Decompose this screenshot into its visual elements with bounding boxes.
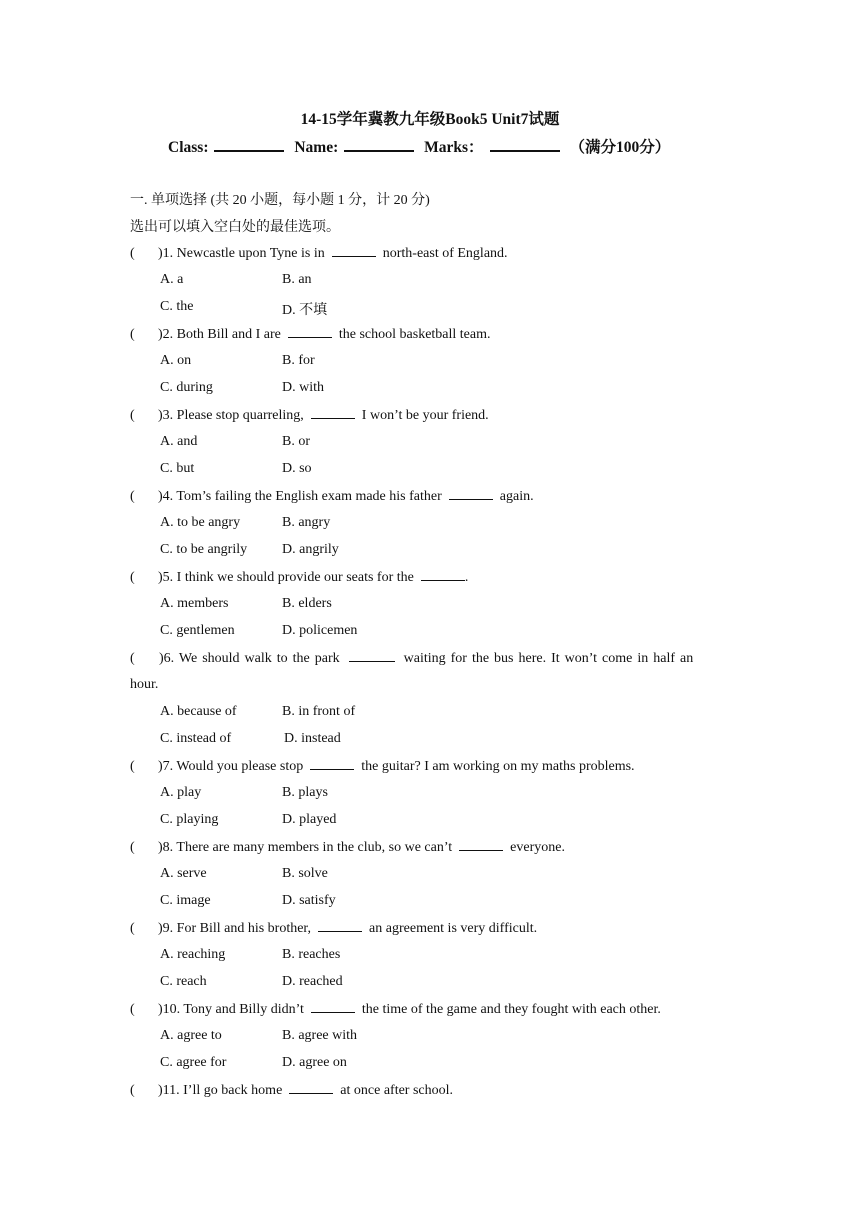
answer-blank: [311, 1001, 355, 1013]
answer-blank: [311, 407, 355, 419]
option-d: D. with: [282, 380, 324, 395]
full-marks: （满分100分）: [569, 139, 671, 156]
question-9: ( )9. For Bill and his brother, an agreement is very difficult.: [130, 921, 538, 936]
option-a: A. and: [160, 434, 198, 449]
option-d: D. 不填: [282, 303, 328, 318]
name-label: Name:: [294, 139, 339, 156]
answer-blank: [349, 650, 395, 662]
option-b: B. agree with: [282, 1028, 358, 1043]
option-c: C. during: [160, 380, 213, 395]
option-d: D. instead: [284, 731, 341, 746]
question-11: ( )11. I’ll go back home at once after school.: [130, 1083, 454, 1098]
student-info-line: [168, 135, 670, 157]
option-a: A. members: [160, 596, 229, 611]
section-instruction: 选出可以填入空白处的最佳选项。: [130, 220, 340, 235]
option-c: C. image: [160, 893, 211, 908]
class-blank: [214, 138, 284, 152]
option-a: A. on: [160, 353, 192, 368]
question-6-continuation: hour.: [130, 677, 159, 692]
marks-label: Marks：: [424, 139, 484, 156]
question-1: ( )1. Newcastle upon Tyne is in north-east of England.: [130, 246, 508, 261]
option-d: D. policemen: [282, 623, 358, 638]
answer-blank: [310, 758, 354, 770]
answer-blank: [459, 839, 503, 851]
question-7: ( )7. Would you please stop the guitar? I am working on my maths problems.: [130, 759, 635, 774]
option-b: B. in front of: [282, 704, 356, 719]
option-a: A. serve: [160, 866, 207, 881]
option-a: A. to be angry: [160, 515, 241, 530]
answer-blank: [288, 326, 332, 338]
answer-blank: [449, 488, 493, 500]
option-c: C. gentlemen: [160, 623, 235, 638]
question-3: ( )3. Please stop quarreling, I won’t be your friend.: [130, 408, 489, 423]
option-c: C. agree for: [160, 1055, 227, 1070]
option-c: C. the: [160, 299, 194, 314]
option-b: B. or: [282, 434, 310, 449]
answer-blank: [421, 569, 465, 581]
option-d: D. reached: [282, 974, 343, 989]
answer-blank: [289, 1082, 333, 1094]
question-8: ( )8. There are many members in the club, so we can’t everyone.: [130, 840, 565, 855]
answer-blank: [318, 920, 362, 932]
option-d: D. satisfy: [282, 893, 336, 908]
answer-blank: [332, 245, 376, 257]
option-c: C. to be angrily: [160, 542, 248, 557]
option-a: A. a: [160, 272, 184, 287]
question-5: ( )5. I think we should provide our seats for the .: [130, 570, 469, 585]
option-b: B. for: [282, 353, 315, 368]
class-label: Class:: [168, 139, 209, 156]
section-heading: 一. 单项选择 (共 20 小题，每小题 1 分，计 20 分): [130, 193, 430, 208]
option-b: B. angry: [282, 515, 331, 530]
option-d: D. angrily: [282, 542, 339, 557]
option-d: D. so: [282, 461, 312, 476]
option-b: B. solve: [282, 866, 328, 881]
option-b: B. an: [282, 272, 312, 287]
option-d: D. played: [282, 812, 337, 827]
option-a: A. agree to: [160, 1028, 222, 1043]
question-6: ( )6. We should walk to the park waiting for the bus here. It won’t come in half an: [130, 651, 694, 666]
option-a: A. reaching: [160, 947, 226, 962]
option-b: B. plays: [282, 785, 328, 800]
option-c: C. playing: [160, 812, 219, 827]
marks-blank: [490, 138, 560, 152]
option-d: D. agree on: [282, 1055, 347, 1070]
option-a: A. play: [160, 785, 202, 800]
page-title: 14-15学年冀教九年级Book5 Unit7试题: [300, 111, 560, 128]
question-2: ( )2. Both Bill and I are the school basketball team.: [130, 327, 491, 342]
option-c: C. instead of: [160, 731, 232, 746]
question-4: ( )4. Tom’s failing the English exam made his father again.: [130, 489, 534, 504]
option-b: B. reaches: [282, 947, 341, 962]
option-a: A. because of: [160, 704, 237, 719]
option-c: C. reach: [160, 974, 207, 989]
option-b: B. elders: [282, 596, 332, 611]
option-c: C. but: [160, 461, 195, 476]
name-blank: [344, 138, 414, 152]
question-10: ( )10. Tony and Billy didn’t the time of the game and they fought with each other.: [130, 1002, 661, 1017]
